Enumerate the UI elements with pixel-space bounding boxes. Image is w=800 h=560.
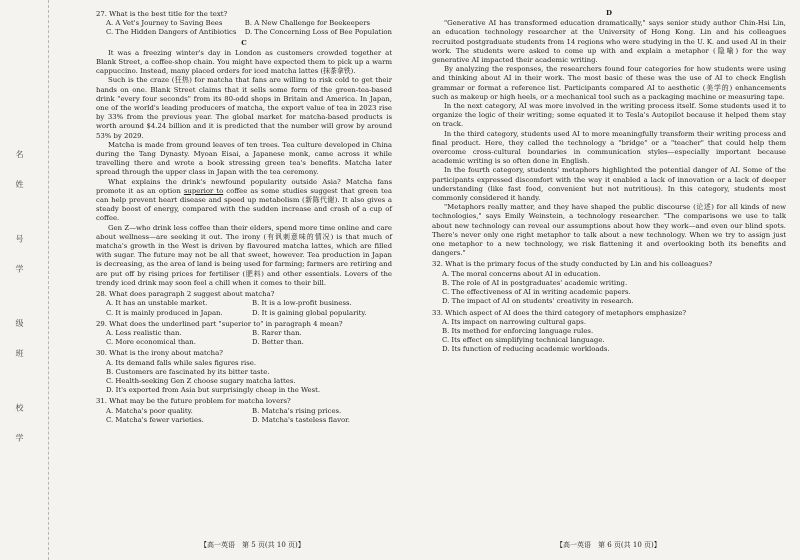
option-a: A. Matcha's poor quality. — [106, 406, 193, 415]
question-32 — [432, 260, 786, 306]
option-b: B. Rarer than. — [252, 328, 302, 337]
passage-c-paragraph: Gen Z—who drink less coffee than their elders, spend more time online and care about wellness—are seeking it out. The irony (有讽刺意味的情况) is that much of matcha's growth in the West is driven by flavoured matcha lattes, which are filled with sugar. The future may not be all that sweet, however. Tea production in Japan is decreasing, as the area of land is being used for farming; farmers are retiring and are put off by rising prices for fertiliser (肥料) and other essentials. Lovers of the trendy iced drink may soon feel a chill when it comes to their bill. — [96, 223, 392, 287]
option-b: B. Customers are fascinated by its bitter taste. — [106, 367, 270, 376]
passage-c-paragraph: Matcha is made from ground leaves of ten trees. Tea culture developed in China during the Tang Dynasty. Myoan Eisai, a Japanese monk, came across it while travelling there and wrote a book stressing green tea's benefits. Matcha later spread through the upper class in Japan with the tea ceremony. — [96, 140, 392, 177]
paragraph-text: What explains the drink's newfound popularity outside Asia? Matcha fans promote it as an option — [96, 177, 392, 195]
option-b: B. A New Challenge for Beekeepers — [244, 19, 371, 28]
page-footer-right: 【高一英语 第 6 页(共 10 页)】 — [556, 541, 661, 549]
question-30 — [96, 349, 392, 395]
passage-c-paragraph: Such is the craze (狂热) for matcha that fans are willing to risk cold to get their hands on one. Blank Street claims that it sells some form of the green-tea-based drink "every four seconds" from its 80-odd shops in Britain and America. In Japan, one of the world's leading producers of matcha, the export value of tea in 2023 rise by 33% from the previous year. The global market for matcha-based products is worth around $4.24 billion and it is predicted that the number will grow by around 53% by 2029. — [96, 76, 392, 140]
question-27 — [96, 10, 392, 38]
option-d: D. Matcha's tasteless flavor. — [252, 415, 350, 424]
passage-d-paragraph: By analyzing the responses, the researchers found four categories for how students were using and thinking about AI in their work. The most basic of these was the use of AI to check English grammar or format a reference list. Participants compared AI to aesthetic (美学的) enhancements such as makeup or high heels, or a mechanical tool such as a packaging machine or measuring tape. — [432, 65, 786, 101]
passage-c-label: C — [241, 38, 247, 47]
option-d: D. The Concerning Loss of Bee Population — [244, 28, 392, 37]
question-stem: 32. What is the primary focus of the study conducted by Lin and his colleagues? — [432, 260, 713, 269]
option-c: C. The effectiveness of AI in writing academic papers. — [442, 288, 631, 297]
option-b: B. Its method for enforcing language rules. — [442, 326, 594, 335]
passage-c-paragraph: It was a freezing winter's day in London as customers crowded together at Blank Street, a coffee-shop chain. You might have expected them to pick up a warm cappuccino. Instead, many placed orders for iced matcha lattes (抹茶拿铁). — [96, 48, 392, 76]
underlined-phrase: superior to — [183, 186, 224, 195]
left-column — [96, 8, 392, 425]
question-31 — [96, 397, 392, 425]
option-b: B. The role of AI in postgraduates' academic writing. — [442, 278, 628, 287]
option-a: A. The moral concerns about AI in education. — [442, 269, 601, 278]
question-stem: 30. What is the irony about matcha? — [96, 349, 223, 358]
option-d: D. Its function of reducing academic workloads. — [442, 345, 610, 354]
option-a: A. A Vet's Journey to Saving Bees — [106, 19, 223, 28]
option-c: C. It is mainly produced in Japan. — [106, 308, 223, 317]
question-stem: 33. Which aspect of AI does the third category of metaphors emphasize? — [432, 308, 687, 317]
option-b: B. Matcha's rising prices. — [252, 406, 342, 415]
option-a: A. Its demand falls while sales figures rise. — [106, 358, 257, 367]
question-stem: 27. What is the best title for the text? — [96, 10, 228, 18]
passage-d-paragraph: In the next category, AI was more involved in the writing process itself. Some students used it to organize the logic of their writing; some equated it to Tesla's Autopilot because it helped them stay on track. — [432, 102, 786, 129]
binding-margin — [0, 0, 49, 560]
option-a: A. It has an unstable market. — [106, 299, 208, 308]
question-28 — [96, 290, 392, 318]
option-a: A. Its impact on narrowing cultural gaps. — [442, 317, 587, 326]
option-d: D. Better than. — [252, 338, 304, 347]
question-stem: 31. What may be the future problem for matcha lovers? — [96, 397, 291, 406]
passage-d-paragraph: "Metaphors really matter, and they have shaped the public discourse (论述) for all kinds of new technologies," says Emily Weinstein, a technology researcher. "The comparisons we use to talk about new technology can reveal our assumptions about how they work—and even our blind spots. There's never only one right metaphor to talk about a new technology. When we try to assign just one metaphor to a new technology, we risk flattening it and overlooking both its benefits and dangers." — [432, 203, 786, 258]
question-stem: 28. What does paragraph 2 suggest about matcha? — [96, 290, 275, 299]
option-d: D. It's exported from Asia but surprisingly cheap in the West. — [106, 386, 321, 395]
option-a: A. Less realistic than. — [106, 328, 182, 337]
option-d: D. It is gaining global popularity. — [252, 308, 367, 317]
question-29 — [96, 320, 392, 348]
option-b: B. It is a low-profit business. — [252, 299, 352, 308]
passage-d-paragraph: In the fourth category, students' metaphors highlighted the potential danger of AI. Some of the participants expressed discomfort with the way it enabled a lack of innovation or a lack of deeper understanding (like fast food, convenient but not nutritious). In this category, students most commonly considered it handy. — [432, 166, 786, 203]
question-33 — [432, 309, 786, 355]
option-c: C. Health-seeking Gen Z choose sugary matcha lattes. — [106, 376, 296, 385]
passage-d-label: D — [606, 9, 612, 17]
passage-d-paragraph: In the third category, students used AI to more meaningfully transform their writing process and final product. Here, they called the technology a "bridge" or a "teacher" that could help them overcome cross-cultural boundaries in communication styles—especially important because academic writing is so often done in English. — [432, 129, 786, 166]
option-d: D. The impact of AI on students' creativity in research. — [442, 297, 634, 306]
page-footer-left: 【高一英语 第 5 页(共 10 页)】 — [200, 541, 305, 549]
option-c: C. Its effect on simplifying technical language. — [442, 336, 605, 345]
student-info-label: 名姓 号学 级班 校学 — [15, 150, 24, 464]
right-column — [432, 8, 786, 355]
paragraph-text: coffee as some studies suggest that green tea can help prevent heart disease and speed up metabolism (新陈代谢). It also gives a steady boost of energy, compared with the sudden increase and crash of a cup of coffee. — [96, 186, 392, 223]
passage-d-paragraph: "Generative AI has transformed education dramatically," says senior study author Chin-Hsi Lin, an education technology researcher at the University of Hong Kong. Lin and his colleagues recruited postgraduate students from 14 regions who were studying in the U. K. and used AI in their work. The students were asked to come up with and explain a metaphor (隐喻) for the way generative AI impacted their academic writing. — [432, 19, 786, 65]
option-c: C. Matcha's fewer varieties. — [106, 415, 204, 424]
option-c: C. More economical than. — [106, 338, 196, 347]
question-stem: 29. What does the underlined part "superior to" in paragraph 4 mean? — [96, 319, 343, 328]
passage-c-paragraph — [96, 178, 392, 224]
option-c: C. The Hidden Dangers of Antibiotics — [106, 28, 237, 37]
